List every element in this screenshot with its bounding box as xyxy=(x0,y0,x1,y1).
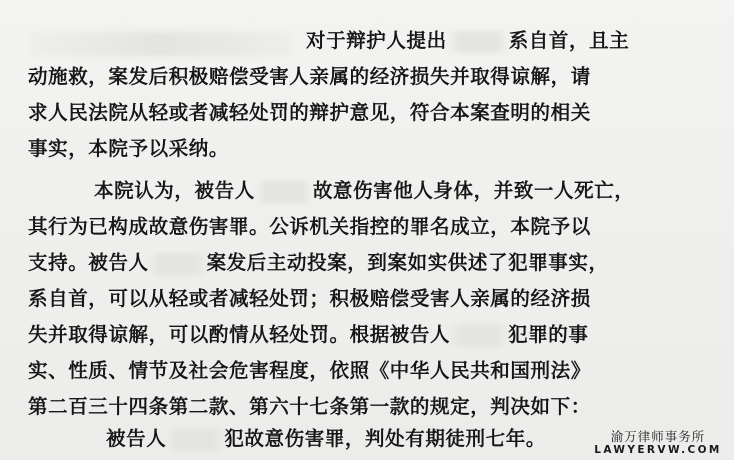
text-line xyxy=(306,26,629,56)
text-line xyxy=(94,176,634,206)
text-segment: 其行为已构成故意伤害罪。公诉机关指控的罪名成立，本院予以 xyxy=(28,215,591,238)
text-line xyxy=(28,320,589,350)
text-line xyxy=(28,212,591,242)
text-segment: 对于辩护人提出 xyxy=(306,29,447,52)
text-segment: 本院认为，被告人 xyxy=(94,179,255,202)
redaction-gap xyxy=(447,31,509,53)
text-line xyxy=(28,284,591,314)
text-segment: 被告人 xyxy=(106,427,167,450)
watermark-logo xyxy=(590,429,726,456)
text-segment: 系自首，且主 xyxy=(508,29,630,52)
text-line xyxy=(28,98,591,128)
text-line xyxy=(28,248,609,278)
text-segment: 第二百三十四条第二款、第六十七条第一款的规定，判决如下： xyxy=(28,395,591,418)
text-line xyxy=(28,356,591,386)
text-segment: 犯罪的事 xyxy=(508,323,589,346)
text-segment: 故意伤害他人身体，并致一人死亡， xyxy=(312,179,635,202)
text-segment: 系自首，可以从轻或者减轻处罚；积极赔偿受害人亲属的经济损 xyxy=(28,287,591,310)
text-segment: 求人民法院从轻或者减轻处罚的辩护意见，符合本案查明的相关 xyxy=(28,101,591,124)
watermark-url: LAWYERVW.COM xyxy=(594,444,722,456)
text-line xyxy=(28,392,591,422)
redacted-text-smudge xyxy=(30,32,290,56)
text-segment: 案发后主动投案，到案如实供述了犯罪事实， xyxy=(206,251,609,274)
text-line xyxy=(28,134,229,164)
text-line xyxy=(106,424,546,454)
text-segment: 动施救，案发后积极赔偿受害人亲属的经济损失并取得谅解，请 xyxy=(28,65,591,88)
text-segment: 支持。被告人 xyxy=(28,251,149,274)
redaction-gap xyxy=(450,325,508,347)
redaction-gap xyxy=(149,253,207,275)
redaction-gap xyxy=(255,181,313,203)
watermark-name: 渝万律师事务所 xyxy=(610,429,706,444)
text-line xyxy=(28,62,591,92)
redaction-gap xyxy=(166,429,224,451)
text-segment: 实、性质、情节及社会危害程度，依照《中华人民共和国刑法》 xyxy=(28,359,591,382)
text-segment: 犯故意伤害罪，判处有期徒刑七年。 xyxy=(224,427,546,450)
text-segment: 失并取得谅解，可以酌情从轻处罚。根据被告人 xyxy=(28,323,451,346)
text-segment: 事实，本院予以采纳。 xyxy=(28,137,230,160)
